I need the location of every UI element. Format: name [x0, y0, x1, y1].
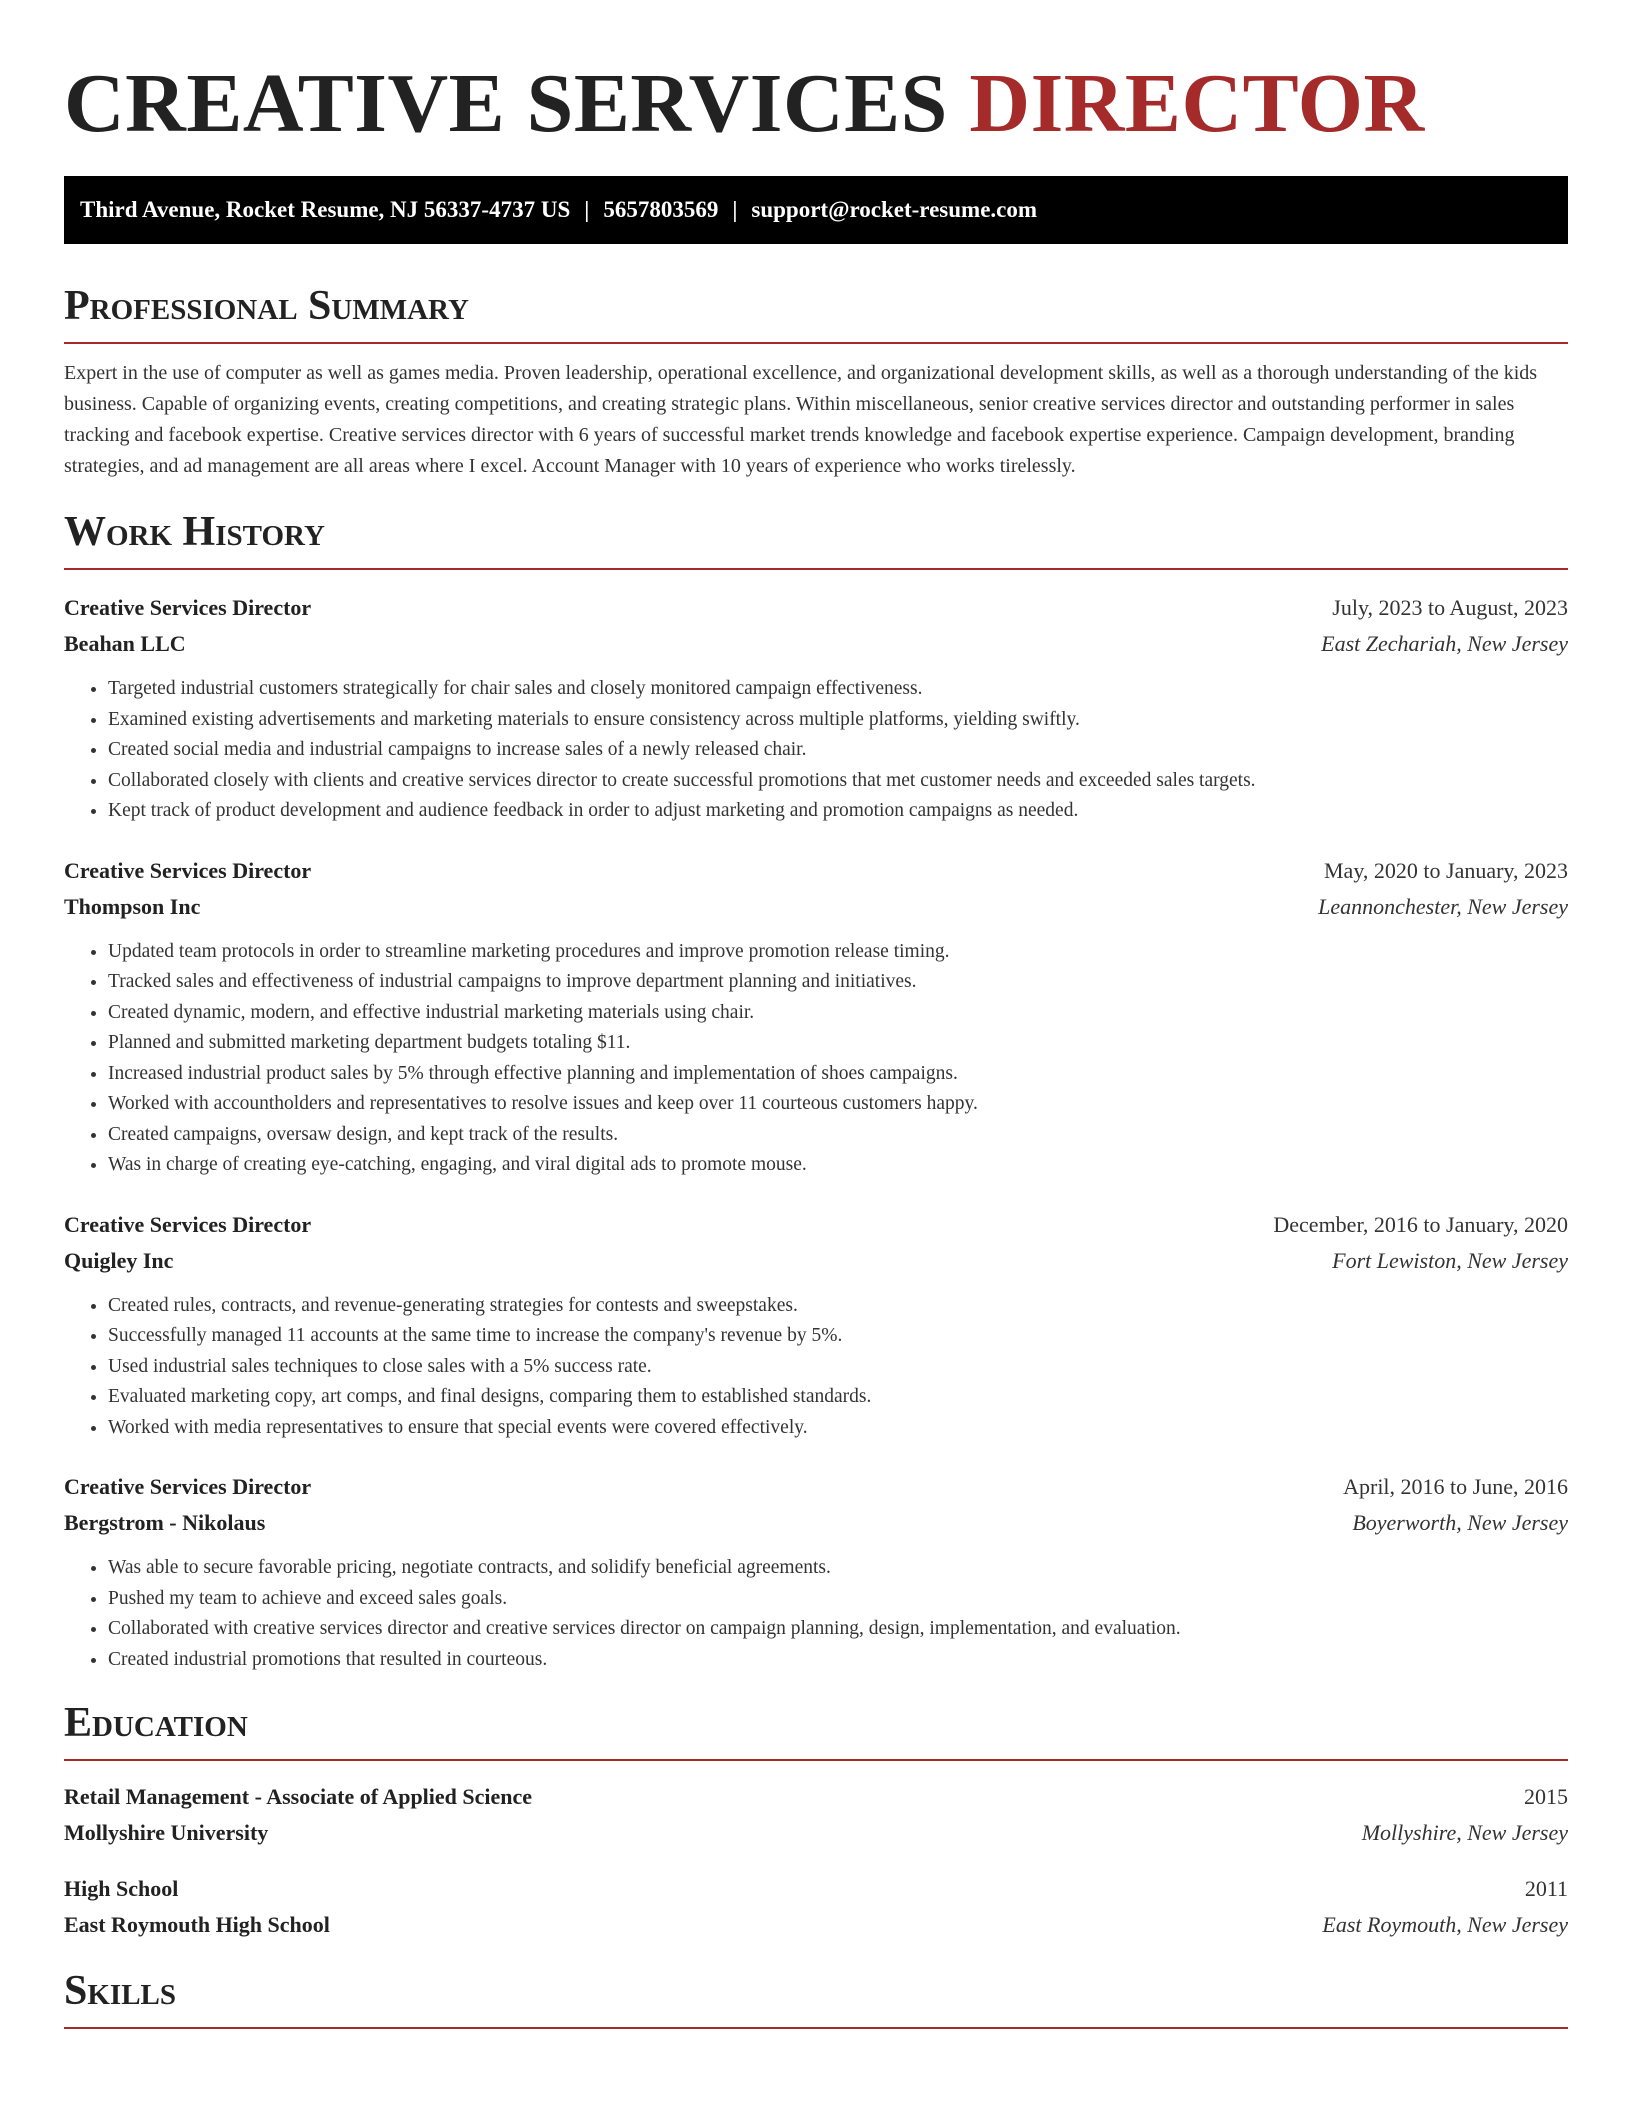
education-location: East Roymouth, New Jersey — [1322, 1912, 1568, 1937]
job-bullet: • Created industrial promotions that resulted in courteous. — [108, 1645, 1568, 1676]
job-bullet: • Examined existing advertisements and marketing materials to ensure consistency across multiple platforms, yielding swiftly. — [108, 705, 1568, 736]
education-degree: Retail Management - Associate of Applied Science — [64, 1784, 533, 1809]
job-company: Beahan LLC — [64, 631, 186, 656]
education-degree-row — [64, 1779, 1568, 1815]
job-bullet: • Pushed my team to achieve and exceed sales goals. — [108, 1584, 1568, 1615]
job-title-row — [64, 853, 1568, 889]
education-degree-row — [64, 1871, 1568, 1907]
title-main: CREATIVE SERVICES — [64, 57, 948, 150]
skills-heading: Skills — [64, 1967, 1568, 2029]
job-bullet: • Targeted industrial customers strategically for chair sales and closely monitored campaign effectiveness. — [108, 674, 1568, 705]
job-bullet: • Planned and submitted marketing department budgets totaling $11. — [108, 1028, 1568, 1059]
job-bullet: • Updated team protocols in order to streamline marketing procedures and improve promotion release timing. — [108, 937, 1568, 968]
job-dates: May, 2020 to January, 2023 — [1324, 857, 1568, 883]
job-company-row — [64, 626, 1568, 662]
job-entry — [64, 853, 1568, 1181]
education-degree: High School — [64, 1876, 179, 1901]
job-entry — [64, 1469, 1568, 1675]
contact-bar — [64, 176, 1568, 244]
job-bullets — [64, 674, 1568, 827]
contact-separator: | — [732, 197, 738, 222]
job-company: Bergstrom - Nikolaus — [64, 1510, 266, 1535]
job-bullet: • Evaluated marketing copy, art comps, and final designs, comparing them to established standards. — [108, 1382, 1568, 1413]
job-bullet: • Was able to secure favorable pricing, negotiate contracts, and solidify beneficial agreements. — [108, 1553, 1568, 1584]
job-entry — [64, 590, 1568, 827]
job-bullet: • Collaborated closely with clients and creative services director to create successful promotions that met customer needs and exceeded sales targets. — [108, 766, 1568, 797]
job-company-row — [64, 1243, 1568, 1279]
job-title-row — [64, 1207, 1568, 1243]
job-bullet: • Successfully managed 11 accounts at the same time to increase the company's revenue by 5%. — [108, 1321, 1568, 1352]
resume-title — [64, 0, 1568, 154]
job-bullet: • Created rules, contracts, and revenue-generating strategies for contests and sweepstakes. — [108, 1291, 1568, 1322]
job-company-row — [64, 889, 1568, 925]
job-title: Creative Services Director — [64, 595, 312, 620]
job-bullets — [64, 1553, 1568, 1675]
job-bullet: • Collaborated with creative services director and creative services director on campaign planning, design, implementation, and evaluation. — [108, 1614, 1568, 1645]
job-entry — [64, 1207, 1568, 1444]
job-bullet: • Created campaigns, oversaw design, and kept track of the results. — [108, 1120, 1568, 1151]
job-bullet: • Used industrial sales techniques to close sales with a 5% success rate. — [108, 1352, 1568, 1383]
job-company-row — [64, 1505, 1568, 1541]
job-bullet: • Was in charge of creating eye-catching, engaging, and viral digital ads to promote mouse. — [108, 1150, 1568, 1181]
job-bullet: • Increased industrial product sales by 5% through effective planning and implementation of shoes campaigns. — [108, 1059, 1568, 1090]
education-location: Mollyshire, New Jersey — [1361, 1820, 1568, 1845]
job-bullet: • Created dynamic, modern, and effective industrial marketing materials using chair. — [108, 998, 1568, 1029]
job-bullet: • Tracked sales and effectiveness of industrial campaigns to improve department planning and initiatives. — [108, 967, 1568, 998]
job-title-row — [64, 1469, 1568, 1505]
job-dates: April, 2016 to June, 2016 — [1343, 1474, 1568, 1499]
education-school-row — [64, 1815, 1568, 1851]
education-heading: Education — [64, 1699, 1568, 1761]
education-year: 2015 — [1524, 1784, 1568, 1809]
job-bullet: • Worked with accountholders and representatives to resolve issues and keep over 11 courteous customers happy. — [108, 1089, 1568, 1120]
education-entry — [64, 1779, 1568, 1851]
contact-address: Third Avenue, Rocket Resume, NJ 56337-4737 US — [80, 197, 571, 222]
education-school: East Roymouth High School — [64, 1912, 330, 1937]
job-company: Quigley Inc — [64, 1247, 174, 1273]
job-title: Creative Services Director — [64, 857, 312, 883]
job-location: East Zechariah, New Jersey — [1321, 631, 1568, 656]
summary-heading: Professional Summary — [64, 282, 1568, 344]
contact-separator: | — [584, 197, 590, 222]
education-school-row — [64, 1907, 1568, 1943]
job-title: Creative Services Director — [64, 1211, 312, 1237]
education-school: Mollyshire University — [64, 1820, 269, 1845]
job-location: Fort Lewiston, New Jersey — [1332, 1247, 1568, 1273]
education-year: 2011 — [1524, 1876, 1568, 1901]
job-dates: July, 2023 to August, 2023 — [1332, 595, 1568, 620]
job-company: Thompson Inc — [64, 893, 201, 919]
education-entry — [64, 1871, 1568, 1943]
work-history-heading: Work History — [64, 508, 1568, 570]
job-bullet: • Worked with media representatives to ensure that special events were covered effectively. — [108, 1413, 1568, 1444]
job-title: Creative Services Director — [64, 1474, 312, 1499]
job-title-row — [64, 590, 1568, 626]
summary-text: Expert in the use of computer as well as games media. Proven leadership, operational excellence, and organizational development skills, as well as a thorough understanding of the kids business. Capable of organizing events, creating competitions, and creating strategic plans. Within miscellaneous, senior creative services director and outstanding performer in sales tracking and facebook expertise. Creative services director with 6 years of successful market trends knowledge and facebook expertise experience. Campaign development, branding strategies, and ad management are all areas where I excel. Account Manager with 10 years of experience who works tirelessly. — [64, 362, 1538, 477]
job-dates: December, 2016 to January, 2020 — [1273, 1211, 1568, 1237]
contact-phone[interactable]: 5657803569 — [603, 197, 719, 222]
job-bullets — [64, 1291, 1568, 1444]
job-bullet: • Kept track of product development and audience feedback in order to adjust marketing and promotion campaigns as needed. — [108, 796, 1568, 827]
title-accent: DIRECTOR — [969, 57, 1425, 150]
job-location: Leannonchester, New Jersey — [1318, 893, 1568, 919]
contact-email[interactable]: support@rocket-resume.com — [751, 197, 1038, 222]
job-bullet: • Created social media and industrial campaigns to increase sales of a newly released chair. — [108, 735, 1568, 766]
job-bullets — [64, 937, 1568, 1181]
job-location: Boyerworth, New Jersey — [1352, 1510, 1568, 1535]
